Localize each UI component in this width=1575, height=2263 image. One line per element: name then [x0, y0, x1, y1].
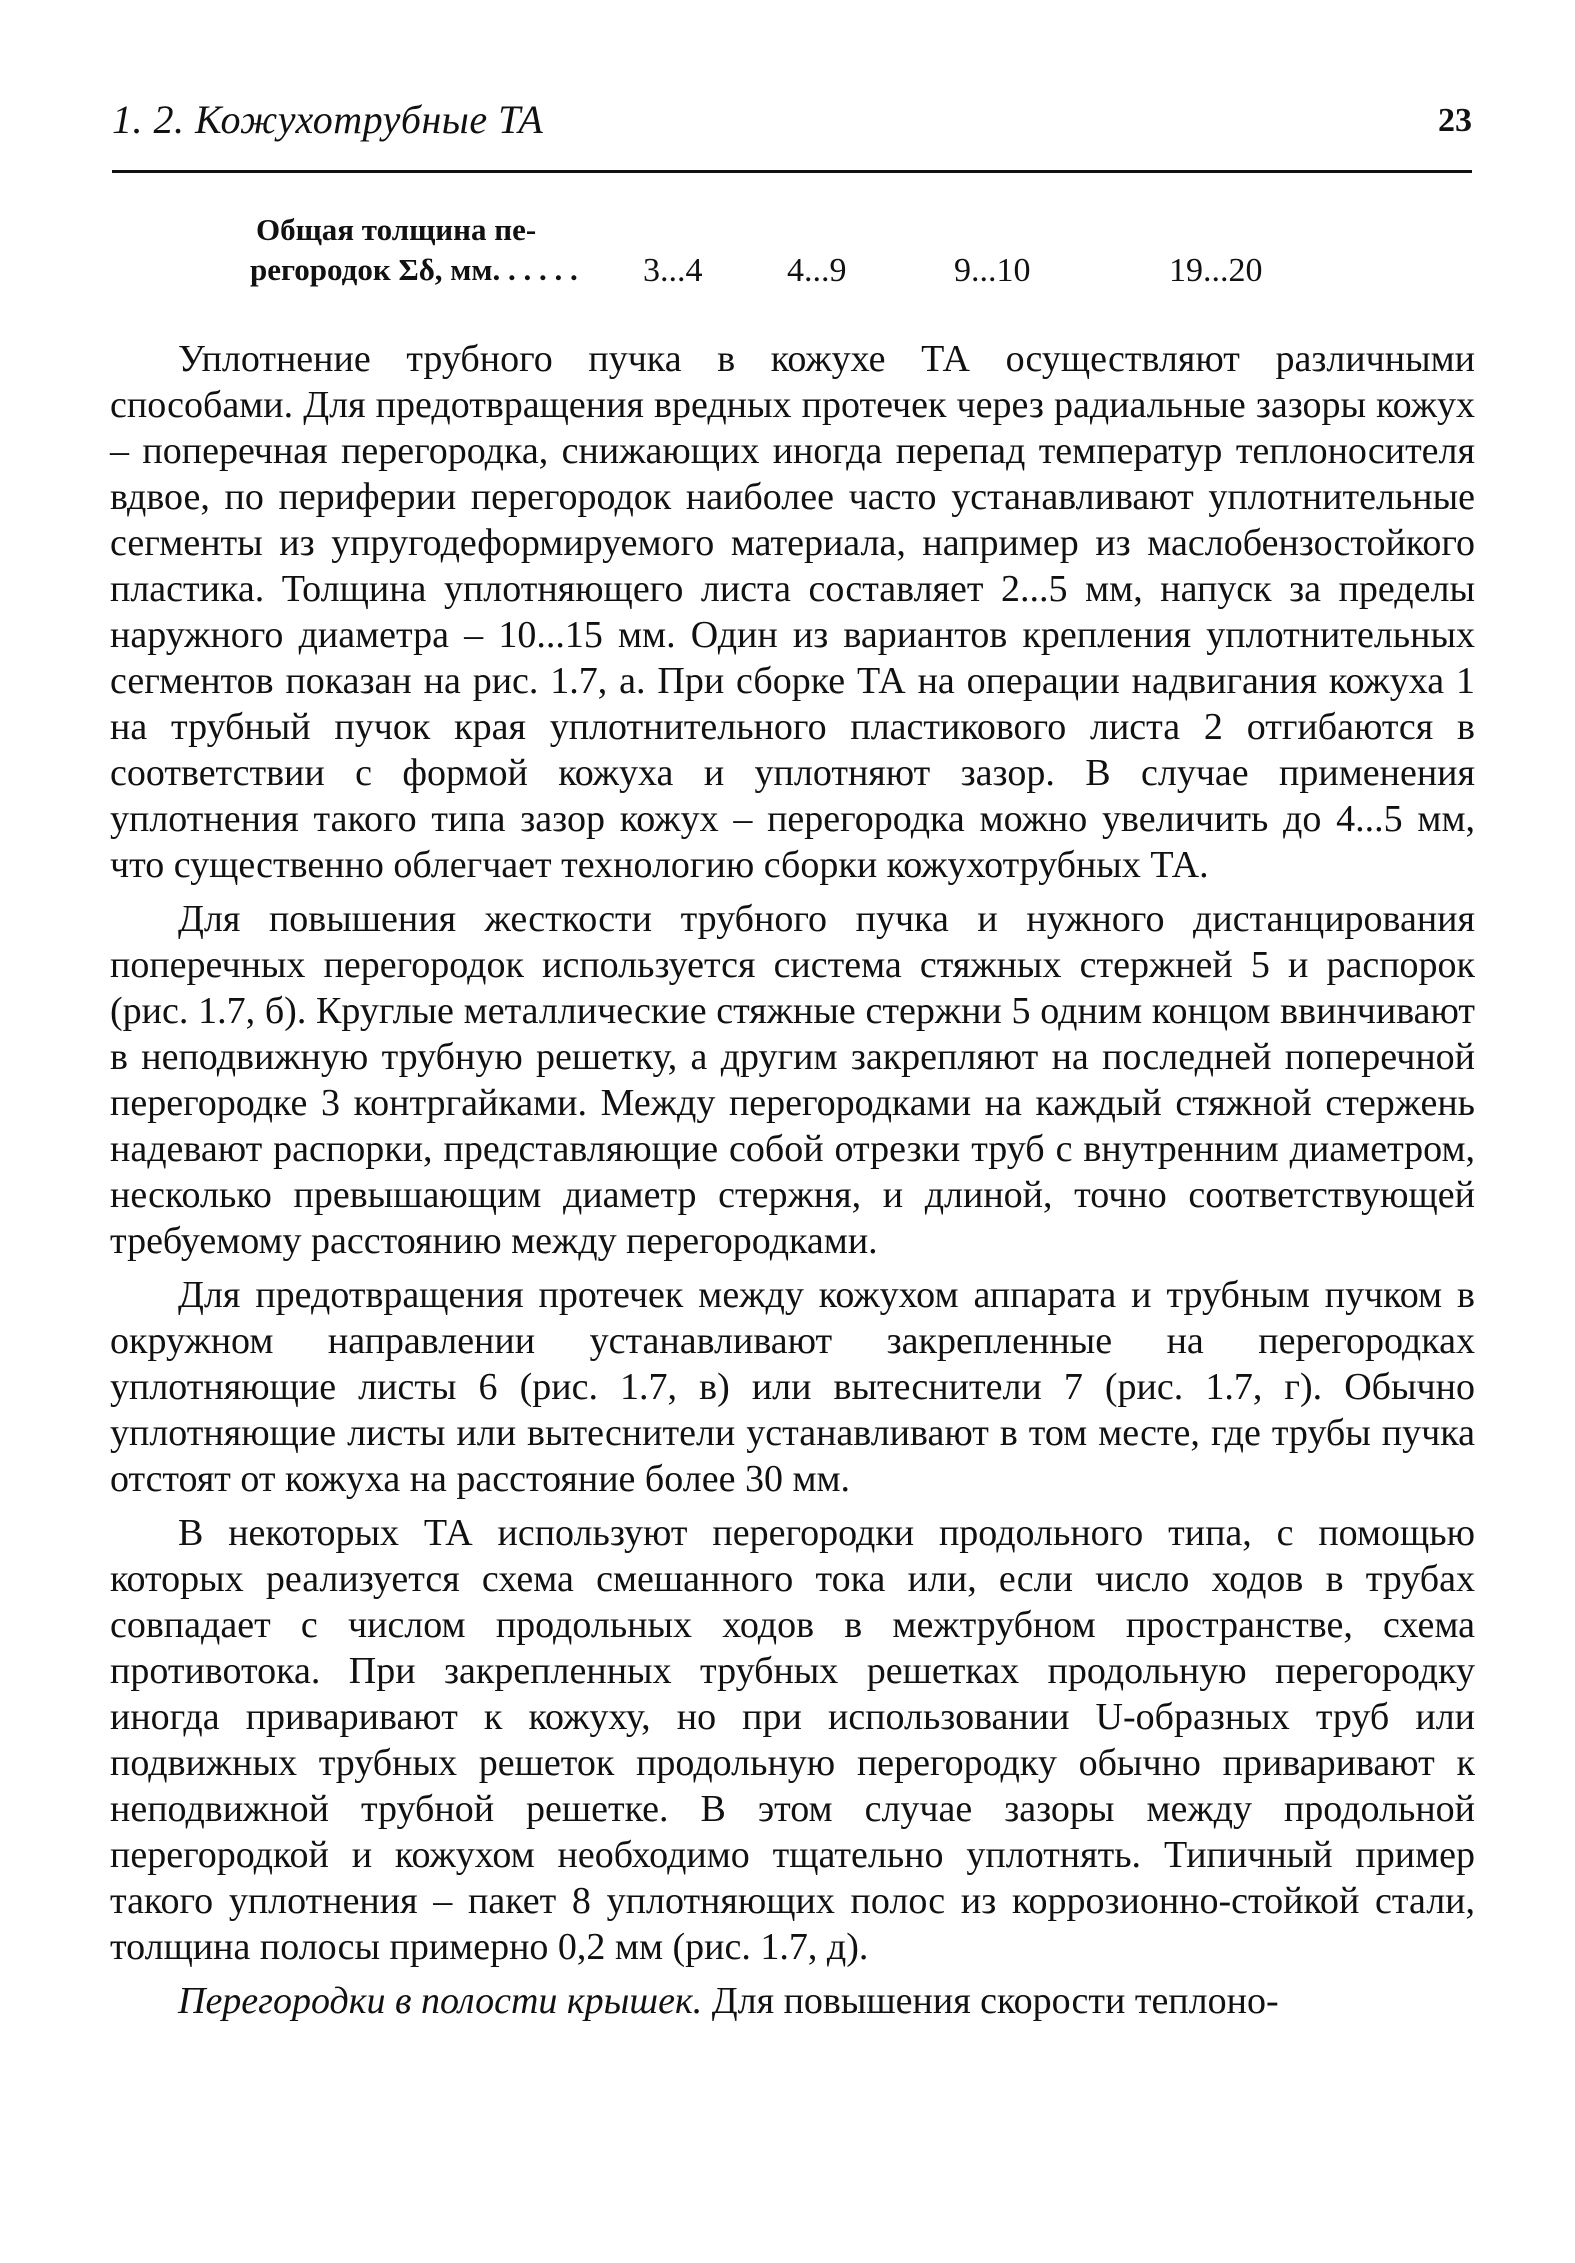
paragraph-text: В некоторых ТА используют перегородки продольного типа, с помощью которых реализуется схема смешанного тока или, если число ходов в трубах совпадает с числом продольных ходов в межтрубном пространстве, схема противотока. При закрепленных трубных решетках продольную перегородку иногда приваривают к кожуху, но при использовании U-образных труб или подвижных трубных решеток продольную перегородку обычно приваривают к неподвижной трубной решетке. В этом случае зазоры между продольной перегородкой и кожухом необходимо тщательно уплотнять. Типичный пример такого уплотнения – пакет 8 уплотняющих полос из коррозионно-стойкой стали, толщина полосы примерно 0,2 мм (рис. 1.7, д). — [110, 1512, 1475, 1968]
spec-value: 3...4 — [643, 252, 703, 289]
body-text — [110, 336, 1475, 2024]
header-rule — [112, 170, 1472, 173]
section-run-in-heading: Перегородки в полости крышек. — [178, 1980, 703, 2022]
paragraph-text: Уплотнение трубного пучка в кожухе ТА осуществляют различными способами. Для предотвращения вредных протечек через радиальные зазоры кожух – поперечная перегородка, снижающих иногда перепад температур теплоносителя вдвое, по периферии перегородок наиболее часто устанавливают уплотнительные сегменты из упругодеформируемого материала, например из маслобензостойкого пластика. Толщина уплотняющего листа составляет 2...5 мм, напуск за пределы наружного диаметра – 10...15 мм. Один из вариантов крепления уплотнительных сегментов показан на рис. 1.7, а. При сборке ТА на операции надвигания кожуха 1 на трубный пучок края уплотнительного пластикового листа 2 отгибаются в соответствии с формой кожуха и уплотняют зазор. В случае применения уплотнения такого типа зазор кожух – перегородка можно увеличить до 4...5 мм, что существенно облегчает технологию сборки кожухотрубных ТА. — [110, 338, 1475, 886]
paragraph-text: Для повышения жесткости трубного пучка и нужного дистанцирования поперечных перегородок используется система стяжных стержней 5 и распорок (рис. 1.7, б). Круглые металлические стяжные стержни 5 одним концом ввинчивают в неподвижную трубную решетку, а другим закрепляют на последней поперечной перегородке 3 контргайками. Между перегородками на каждый стяжной стержень надевают распорки, представляющие собой отрезки труб с внутренним диаметром, несколько превышающим диаметр стержня, и длиной, точно соответствующей требуемому расстоянию между перегородками. — [110, 898, 1475, 1262]
paragraph — [110, 1272, 1475, 1502]
spec-value: 4...9 — [787, 252, 847, 289]
paragraph — [110, 336, 1475, 888]
paragraph-text: Для предотвращения протечек между кожухом аппарата и трубным пучком в окружном направлении устанавливают закрепленные на перегородках уплотняющие листы 6 (рис. 1.7, в) или вытеснители 7 (рис. 1.7, г). Обычно уплотняющие листы или вытеснители устанавливают в том месте, где трубы пучка отстоят от кожуха на расстояние более 30 мм. — [110, 1274, 1475, 1500]
paragraph — [110, 1978, 1475, 2024]
spec-label-line2: регородок Σδ, мм. . . . . . — [250, 252, 578, 287]
spec-label-line1: Общая толщина пе- — [256, 212, 537, 247]
running-title: 1. 2. Кожухотрубные ТА — [112, 97, 544, 142]
page-number: 23 — [1438, 102, 1472, 139]
paragraph — [110, 896, 1475, 1264]
paragraph-text: Для повышения скорости теплоно- — [702, 1980, 1279, 2022]
spec-value: 19...20 — [1169, 252, 1263, 289]
spec-value: 9...10 — [954, 252, 1031, 289]
running-head — [112, 96, 1472, 156]
paragraph — [110, 1510, 1475, 1970]
